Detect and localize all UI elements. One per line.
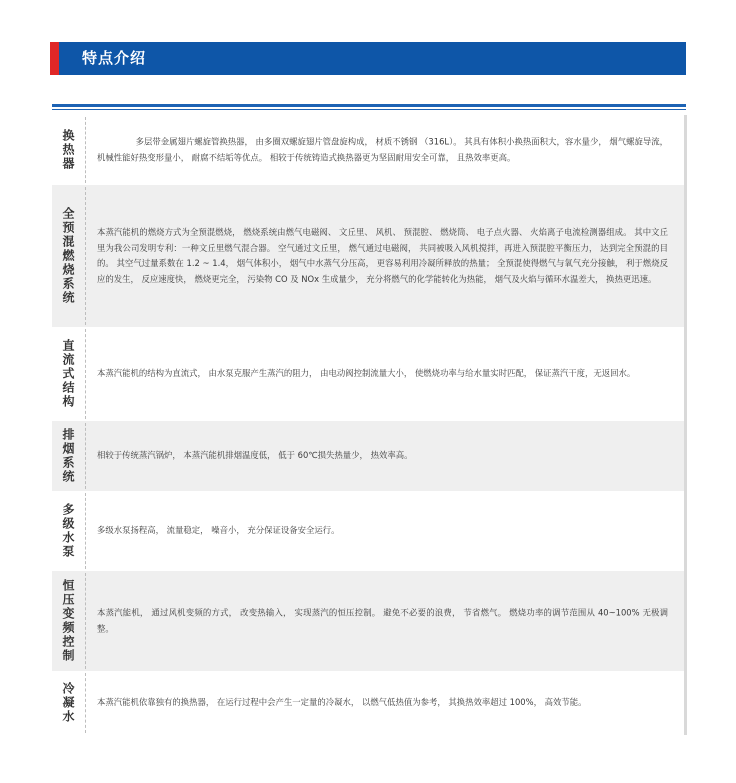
feature-label: 换热器 [61, 129, 75, 171]
dashed-divider [85, 493, 86, 569]
table-edge-shadow [684, 115, 687, 735]
feature-description: 本蒸汽能机， 通过风机变频的方式， 改变热输入， 实现蒸汽的恒压控制。 避免不必要的浪费， 节省燃气。 燃烧功率的调节范围从 40~100% 无极调整。 [97, 607, 668, 633]
feature-description: 相较于传统蒸汽锅炉， 本蒸汽能机排烟温度低， 低于 60℃损失热量少， 热效率高。 [97, 450, 413, 461]
divider-thick [52, 104, 686, 107]
feature-description: 本蒸汽能机的燃烧方式为全预混燃烧， 燃烧系统由燃气电磁阀、 文丘里、 风机、 预混腔、 燃烧筒、 电子点火器、 火焰离子电流检测器组成。 其中文丘里为我公司发明专利：一种文丘里燃气混合器。 空气通过文丘里， 燃气通过电磁阀， 共同被吸入风机搅拌，再进入预混腔平衡压力， 达到完全预混的目的。 其空气过量系数在 1.2 ~ 1.4， 烟气体积小， 烟气中水蒸气分压高， 更容易利用冷凝所释放的热量； 全预混使得燃气与氧气充分接触， 利于燃烧反应的发生， 反应速度快， 燃烧更完全， 污染物 CO 及 NOx 生成量少， 充分将燃气的化学能转化为热能， 烟气及火焰与循环水温差大， 换热更迅速。 [97, 226, 668, 284]
section-header [50, 42, 686, 75]
feature-label: 多级水泵 [61, 503, 75, 559]
feature-row-premix-combustion [52, 185, 684, 327]
feature-label: 直流式结构 [61, 339, 75, 409]
feature-row-once-through-structure [52, 327, 684, 421]
feature-row-multistage-pump [52, 491, 684, 571]
feature-description: 多层带金属翅片螺旋管换热器， 由多圈双螺旋翅片管盘旋构成， 材质不锈钢 （316L）。 其具有体积小换热面积大，容水量少， 烟气螺旋导流， 机械性能好热变形量小， 耐腐不结垢等优点。 相较于传统铸造式换热器更为坚固耐用安全可靠， 且热效率更高。 [97, 136, 668, 162]
feature-label: 排烟系统 [61, 428, 75, 484]
feature-label: 恒压变频控制 [61, 579, 75, 663]
dashed-divider [85, 329, 86, 419]
feature-label: 全预混燃烧系统 [61, 207, 75, 305]
feature-table [52, 115, 684, 735]
feature-description: 多级水泵扬程高， 流量稳定， 噪音小， 充分保证设备安全运行。 [97, 525, 340, 536]
header-accent-bar [50, 42, 59, 75]
dashed-divider [85, 673, 86, 733]
dashed-divider [85, 573, 86, 669]
feature-row-constant-pressure-control [52, 571, 684, 671]
dashed-divider [85, 187, 86, 325]
feature-row-condensate [52, 671, 684, 735]
divider-thin [52, 109, 686, 110]
feature-row-exhaust-system [52, 421, 684, 491]
dashed-divider [85, 117, 86, 183]
dashed-divider [85, 423, 86, 489]
feature-row-heat-exchanger [52, 115, 684, 185]
feature-description: 本蒸汽能机的结构为直流式， 由水泵克服产生蒸汽的阻力， 由电动阀控制流量大小， 使燃烧功率与给水量实时匹配， 保证蒸汽干度，无返回水。 [97, 368, 636, 379]
feature-description: 本蒸汽能机依靠独有的换热器， 在运行过程中会产生一定量的冷凝水， 以燃气低热值为参考， 其换热效率超过 100%， 高效节能。 [97, 697, 587, 708]
feature-label: 冷凝水 [61, 682, 75, 724]
section-title: 特点介绍 [82, 49, 147, 67]
